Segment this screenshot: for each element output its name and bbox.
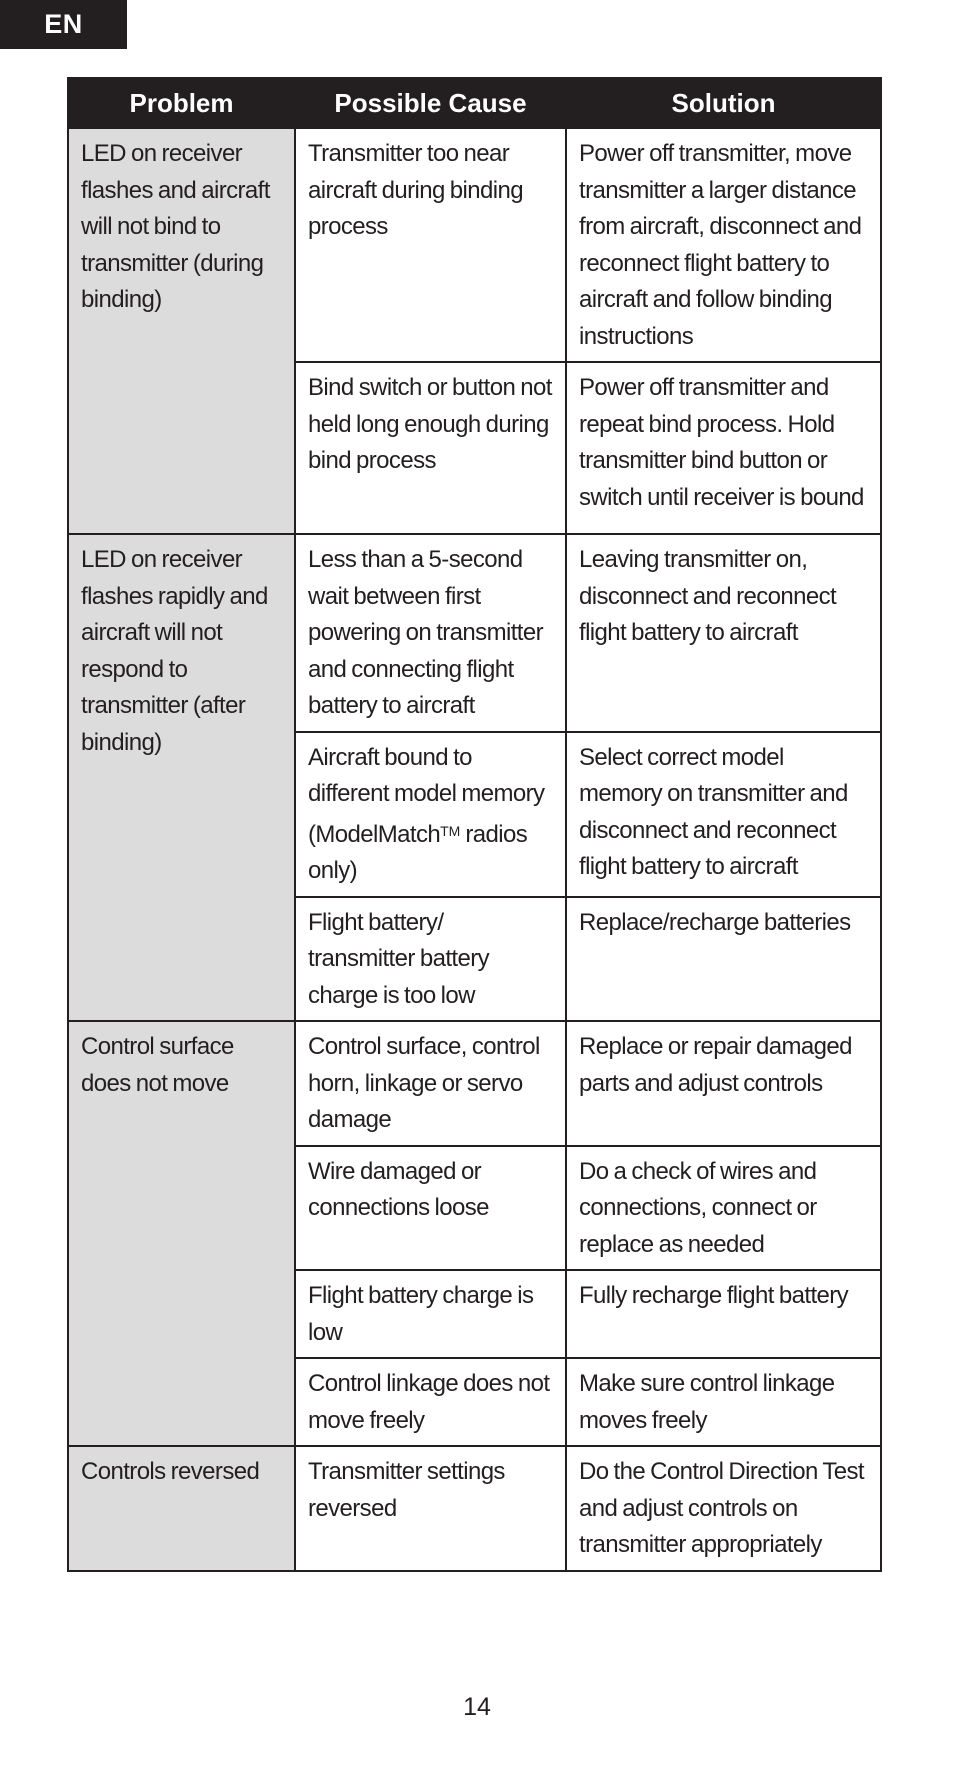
solution-cell: Power off transmitter and repeat bind process. Hold transmitter bind button or switch until receiver is bound bbox=[566, 362, 881, 534]
solution-cell: Replace/recharge batteries bbox=[566, 897, 881, 1022]
solution-cell: Power off transmitter, move transmitter a larger distance from aircraft, disconnect and reconnect flight battery to aircraft and follow binding instructions bbox=[566, 128, 881, 362]
problem-cell: LED on receiver flashes rapidly and aircraft will not respond to transmitter (after binding) bbox=[68, 534, 295, 1021]
solution-cell: Do the Control Direction Test and adjust controls on transmitter appropriately bbox=[566, 1446, 881, 1571]
cause-text: Aircraft bound to different model memory (ModelMatch bbox=[308, 743, 545, 848]
trademark-mark: TM bbox=[440, 822, 461, 839]
cause-cell: Bind switch or button not held long enough during bind process bbox=[295, 362, 566, 534]
solution-cell: Replace or repair damaged parts and adjust controls bbox=[566, 1021, 881, 1146]
cause-cell: Control surface, control horn, linkage or servo damage bbox=[295, 1021, 566, 1146]
language-tab: EN bbox=[0, 0, 127, 49]
troubleshooting-table bbox=[67, 77, 882, 1572]
cause-cell: Transmitter too near aircraft during binding process bbox=[295, 128, 566, 362]
header-problem: Problem bbox=[68, 78, 295, 128]
problem-cell: LED on receiver flashes and aircraft will not bind to transmitter (during binding) bbox=[68, 128, 295, 534]
cause-cell: Flight battery/ transmitter battery charge is too low bbox=[295, 897, 566, 1022]
solution-cell: Fully recharge flight battery bbox=[566, 1270, 881, 1358]
table-row bbox=[68, 1021, 881, 1146]
cause-cell: Flight battery charge is low bbox=[295, 1270, 566, 1358]
header-solution: Solution bbox=[566, 78, 881, 128]
cause-cell: Control linkage does not move freely bbox=[295, 1358, 566, 1446]
solution-cell: Do a check of wires and connections, connect or replace as needed bbox=[566, 1146, 881, 1271]
table-header-row bbox=[68, 78, 881, 128]
problem-cell: Control surface does not move bbox=[68, 1021, 295, 1446]
table-row bbox=[68, 1446, 881, 1571]
solution-cell: Select correct model memory on transmitter and disconnect and reconnect flight battery to aircraft bbox=[566, 732, 881, 897]
page-number: 14 bbox=[463, 1693, 491, 1721]
solution-cell: Make sure control linkage moves freely bbox=[566, 1358, 881, 1446]
cause-cell bbox=[295, 732, 566, 897]
header-possible-cause: Possible Cause bbox=[295, 78, 566, 128]
problem-cell: Controls reversed bbox=[68, 1446, 295, 1571]
cause-cell: Less than a 5-second wait between first powering on transmitter and connecting flight battery to aircraft bbox=[295, 534, 566, 732]
cause-cell: Transmitter settings reversed bbox=[295, 1446, 566, 1571]
table-row bbox=[68, 128, 881, 362]
solution-cell: Leaving transmitter on, disconnect and reconnect flight battery to aircraft bbox=[566, 534, 881, 732]
cause-cell: Wire damaged or connections loose bbox=[295, 1146, 566, 1271]
table-row bbox=[68, 534, 881, 732]
cause-text: radios only) bbox=[308, 820, 528, 884]
